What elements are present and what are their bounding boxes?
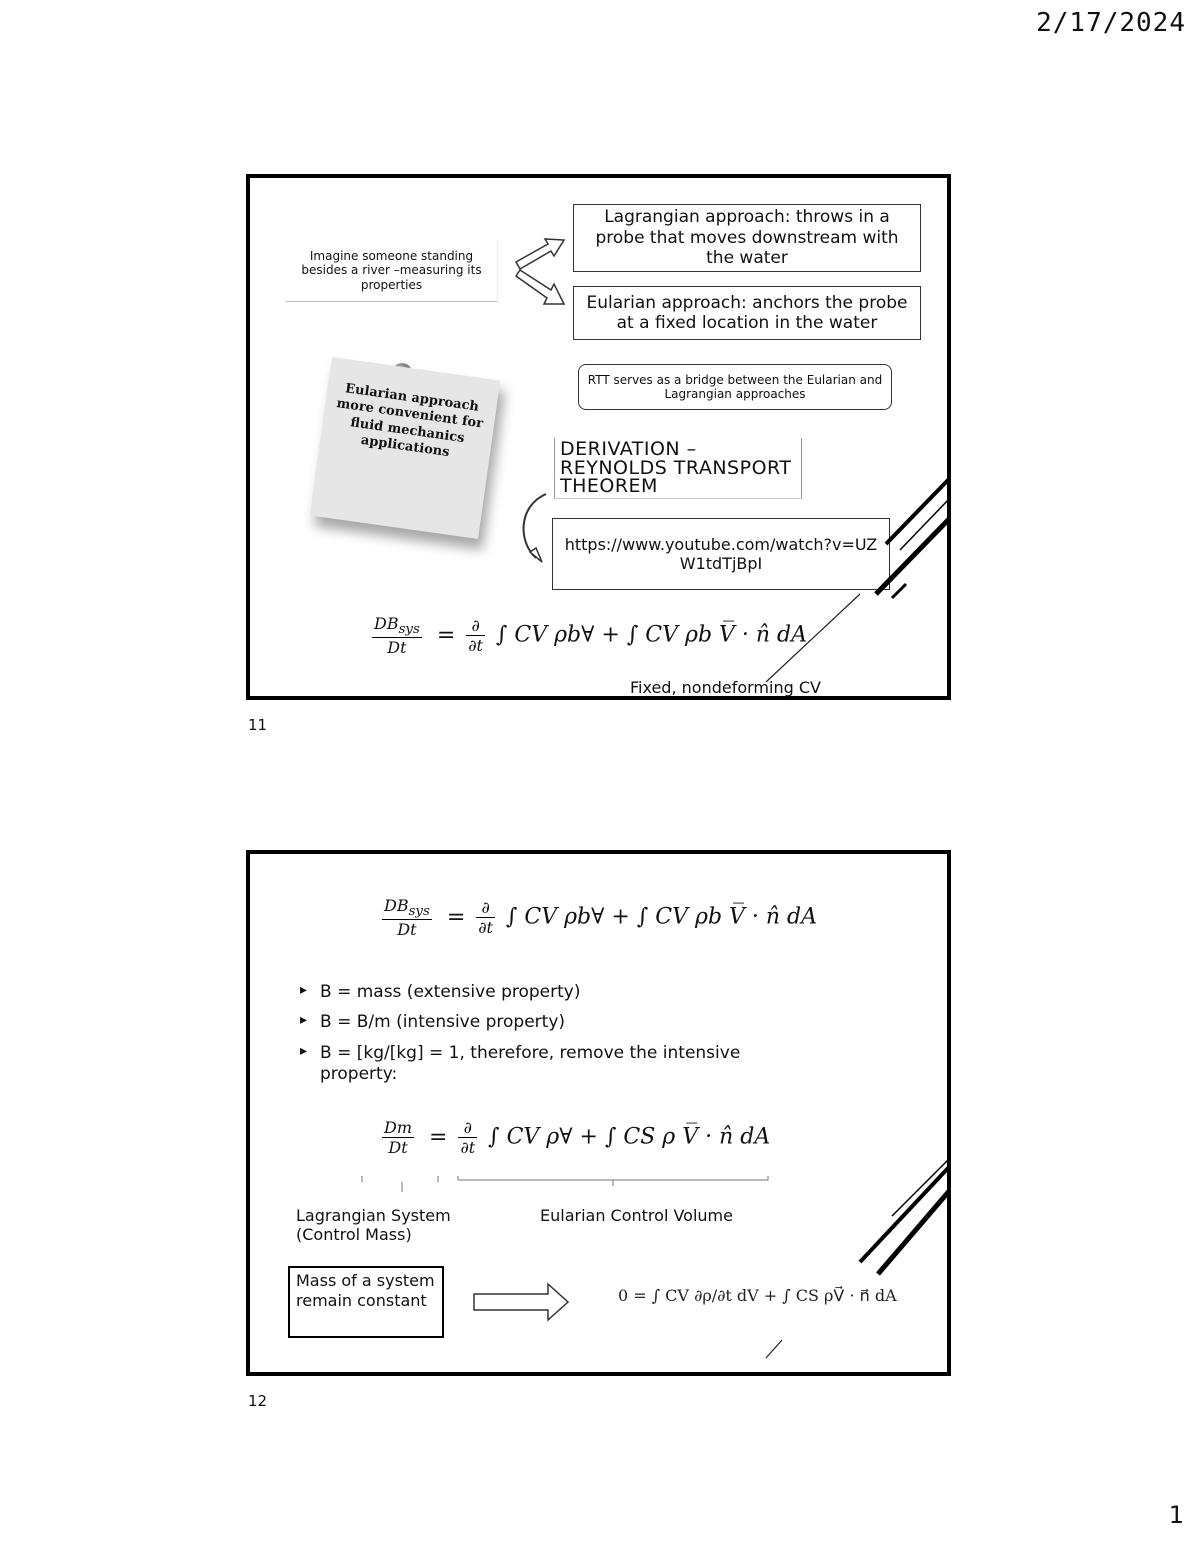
mass-eq-partial: [458, 1118, 477, 1157]
slide-decoration: [846, 474, 950, 608]
equation2-lhs: [382, 896, 432, 939]
lagrangian-text: Lagrangian approach: throws in a probe that moves downstream with the water: [595, 207, 899, 269]
eularian-label: Eularian Control Volume: [540, 1206, 733, 1225]
mass-eq-lhs: [382, 1118, 414, 1157]
sticky-note: [310, 357, 501, 539]
mass-eq-partial-num: ∂: [458, 1118, 477, 1138]
river-text: Imagine someone standing besides a river –measuring its properties: [301, 248, 482, 292]
eq-numerator: DB: [374, 614, 399, 633]
eq2-partial-den: ∂t: [478, 918, 493, 938]
derivation-title: [554, 438, 802, 499]
bullet-item: ▸ B = B/m (intensive property): [298, 1012, 778, 1033]
river-text-box: [286, 240, 498, 302]
mass-equation: $\frac{Dm}{Dt}$ = $\frac{\partial}{\partial t}$ ∫ CV ρ∀ + ∫ CS ρ V̅ · n̂ dA: [384, 1118, 771, 1157]
eq2-sub: sys: [408, 904, 430, 920]
slide-11: [246, 174, 951, 700]
lagrangian-box: [573, 204, 921, 272]
slide-decoration-2: [846, 1154, 950, 1280]
derivation-title-line2: REYNOLDS TRANSPORT: [560, 456, 792, 479]
derivation-title-line1: DERIVATION –: [560, 438, 697, 460]
page-number: 1: [1168, 1501, 1184, 1529]
brace-graphic: [358, 1172, 778, 1196]
equation2-partial: [476, 898, 495, 937]
lagrangian-label-line2: (Control Mass): [296, 1225, 412, 1245]
bullet-item: ▸ B = [kg/[kg] = 1, therefore, remove the intensive property:: [298, 1043, 778, 1086]
slide-number-12: 12: [248, 1392, 268, 1410]
eq-partial-den: ∂t: [468, 636, 483, 656]
arrow-up-icon: [516, 239, 564, 269]
sticky-text: Eularian approach more convenient for fluid mechanics applications: [335, 381, 484, 460]
mass-eq-partial-den: ∂t: [460, 1138, 476, 1157]
slide-12: [246, 850, 951, 1376]
eq2-denominator: Dt: [397, 920, 417, 940]
slide-number-11: 11: [248, 716, 268, 734]
youtube-url[interactable]: https://www.youtube.com/watch?v=UZW1tdTjBpI: [564, 534, 878, 573]
mass-eq-terms: ∫ CV ρ∀ + ∫ CS ρ V̅ · n̂ dA: [488, 1124, 771, 1150]
lagrangian-label: [296, 1206, 451, 1244]
rtt-text: RTT serves as a bridge between the Eularian and Lagrangian approaches: [587, 372, 883, 401]
rtt-equation-2: $\frac{DB_{sys}}{Dt}$ = $\frac{\partial}{\partial t}$ ∫ CV ρb∀ + ∫ CV ρb V̅ · n̂ dA: [384, 896, 818, 940]
mass-eq-denominator: Dt: [388, 1138, 408, 1157]
pointer-line-2: [762, 1338, 786, 1360]
eq-terms: ∫ CV ρb∀ + ∫ CV ρb V̅ · n̂ dA: [495, 622, 808, 648]
eularian-text: Eularian approach: anchors the probe at a fixed location in the water: [586, 292, 908, 333]
eq-partial-num: ∂: [466, 616, 485, 636]
mass-box-text: Mass of a system remain constant: [296, 1271, 435, 1310]
bullet-item: ▸ B = mass (extensive property): [298, 982, 778, 1003]
equation-partial: [466, 616, 485, 655]
lagrangian-label-line1: Lagrangian System: [296, 1206, 451, 1225]
curved-arrow-icon: [512, 488, 556, 568]
arrows-graphic: [512, 228, 572, 318]
youtube-link[interactable]: [552, 518, 890, 590]
eq2-terms: ∫ CV ρb∀ + ∫ CV ρb V̅ · n̂ dA: [505, 904, 818, 930]
equation-lhs: [372, 614, 422, 657]
rtt-equation: $\frac{DB_{sys}}{Dt}$ = $\frac{\partial}{\partial t}$ ∫ CV ρb∀ + ∫ CV ρb V̅ · n̂ dA: [374, 614, 808, 658]
eq-sub: sys: [398, 622, 420, 638]
fixed-cv-label: Fixed, nondeforming CV: [630, 678, 821, 697]
mass-box: [288, 1266, 444, 1338]
arrow-right-icon: [472, 1282, 572, 1322]
mass-eq-numerator: Dm: [384, 1118, 412, 1137]
bullet-list: [298, 982, 778, 1094]
eq-denominator: Dt: [387, 638, 407, 658]
eularian-box: [573, 286, 921, 340]
eq2-numerator: DB: [384, 896, 409, 915]
rtt-box: [578, 364, 892, 410]
date-header: 2/17/2024: [1036, 8, 1186, 38]
arrow-down-icon: [516, 270, 564, 304]
derivation-title-line3: THEOREM: [560, 475, 658, 498]
eq2-partial-num: ∂: [476, 898, 495, 918]
conservation-equation: 0 = ∫ CV ∂ρ/∂t dV + ∫ CS ρV⃗ · n⃗ dA: [618, 1286, 897, 1305]
